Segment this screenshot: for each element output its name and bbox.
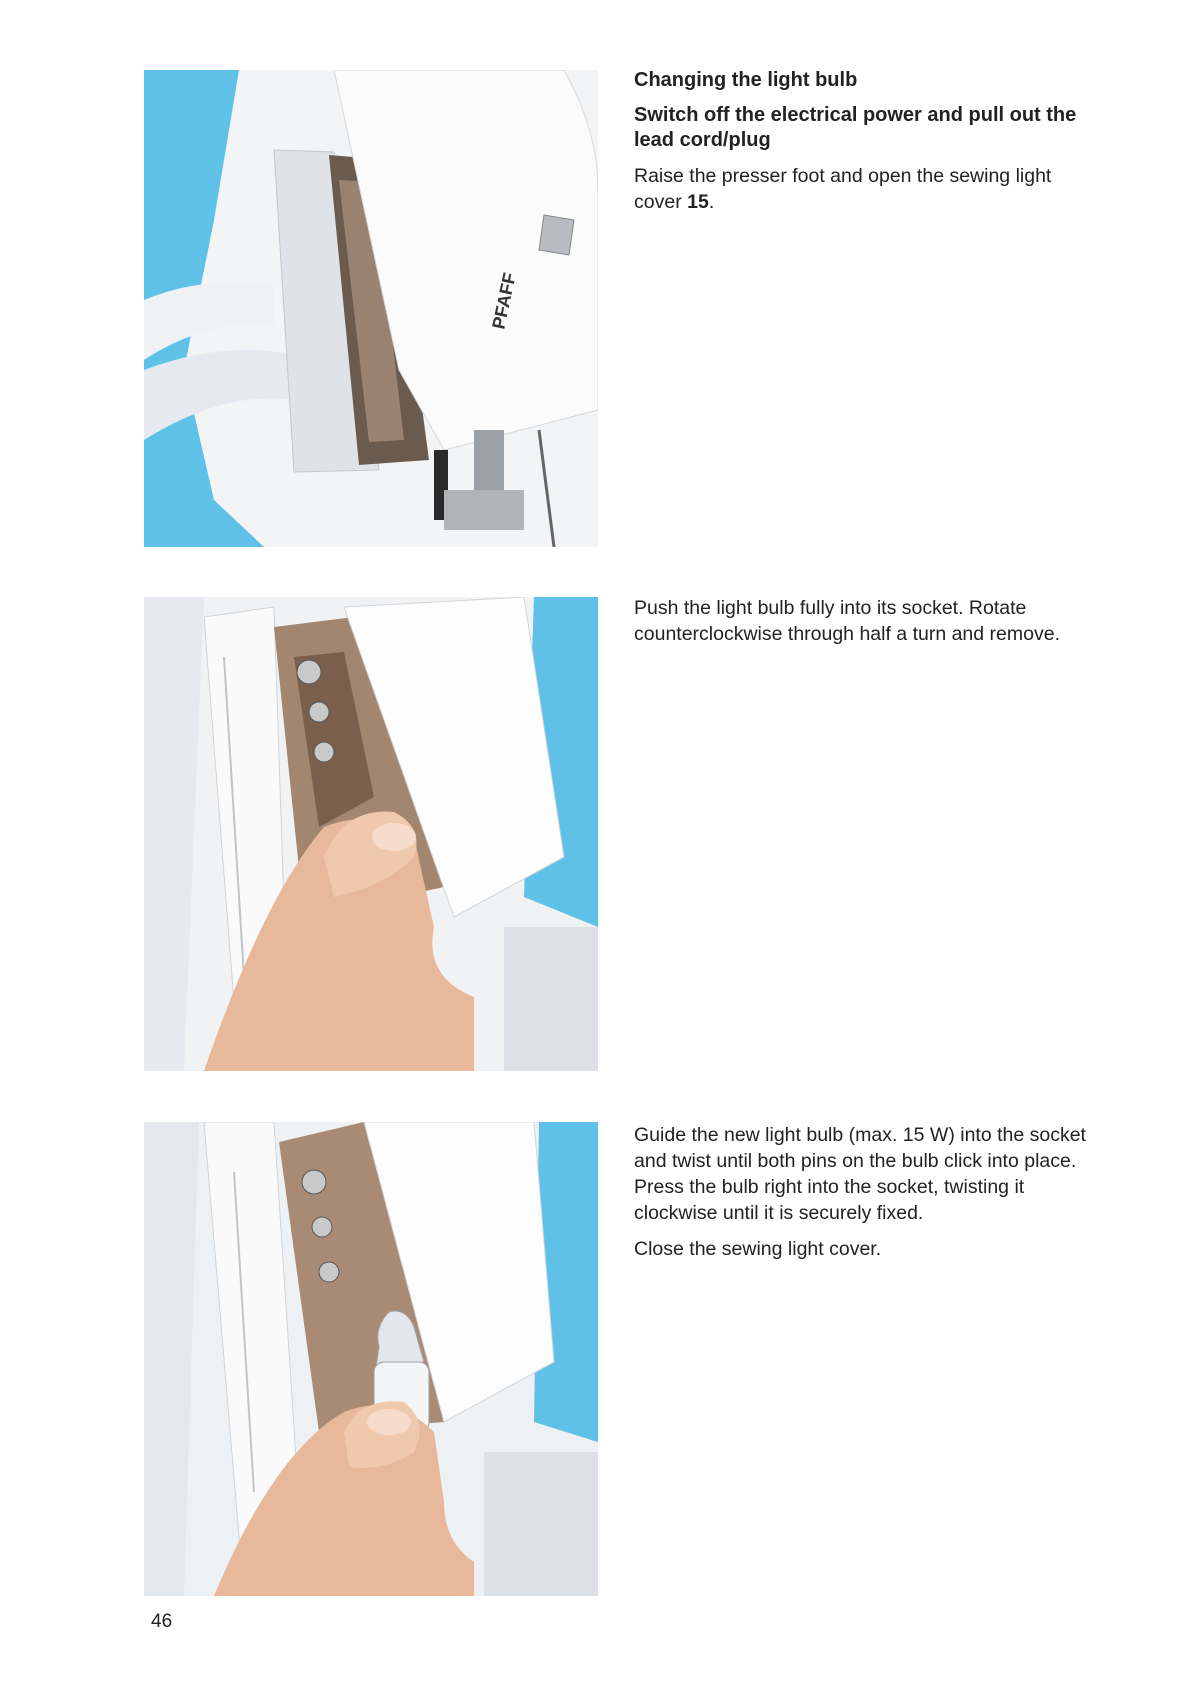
photo-insert-new-bulb <box>144 1122 598 1596</box>
step-remove-bulb: Push the light bulb fully into its socket. Rotate counterclockwise through half a turn and remove. <box>634 597 1060 645</box>
section-insert-bulb <box>634 1122 1104 1272</box>
step-insert-bulb: Guide the new light bulb (max. 15 W) into the socket and twist until both pins on the bulb click into place. Press the bulb right into the socket, twisting it clockwise until it is securely fixed. <box>634 1124 1086 1224</box>
section-title: Changing the light bulb <box>634 69 858 91</box>
section-remove-bulb <box>634 595 1104 657</box>
step-open-cover: Raise the presser foot and open the sewing light cover 15. <box>634 165 1052 213</box>
brand-logo: PFAFF <box>488 270 520 331</box>
photo-open-light-cover <box>144 70 598 547</box>
photo-remove-bulb <box>144 597 598 1071</box>
part-reference: 15 <box>687 191 709 213</box>
page-number: 46 <box>151 1611 173 1632</box>
safety-warning: Switch off the electrical power and pull out the lead cord/plug <box>634 104 1077 151</box>
step-close-cover: Close the sewing light cover. <box>634 1238 882 1260</box>
section-changing-light-bulb <box>634 68 1104 225</box>
